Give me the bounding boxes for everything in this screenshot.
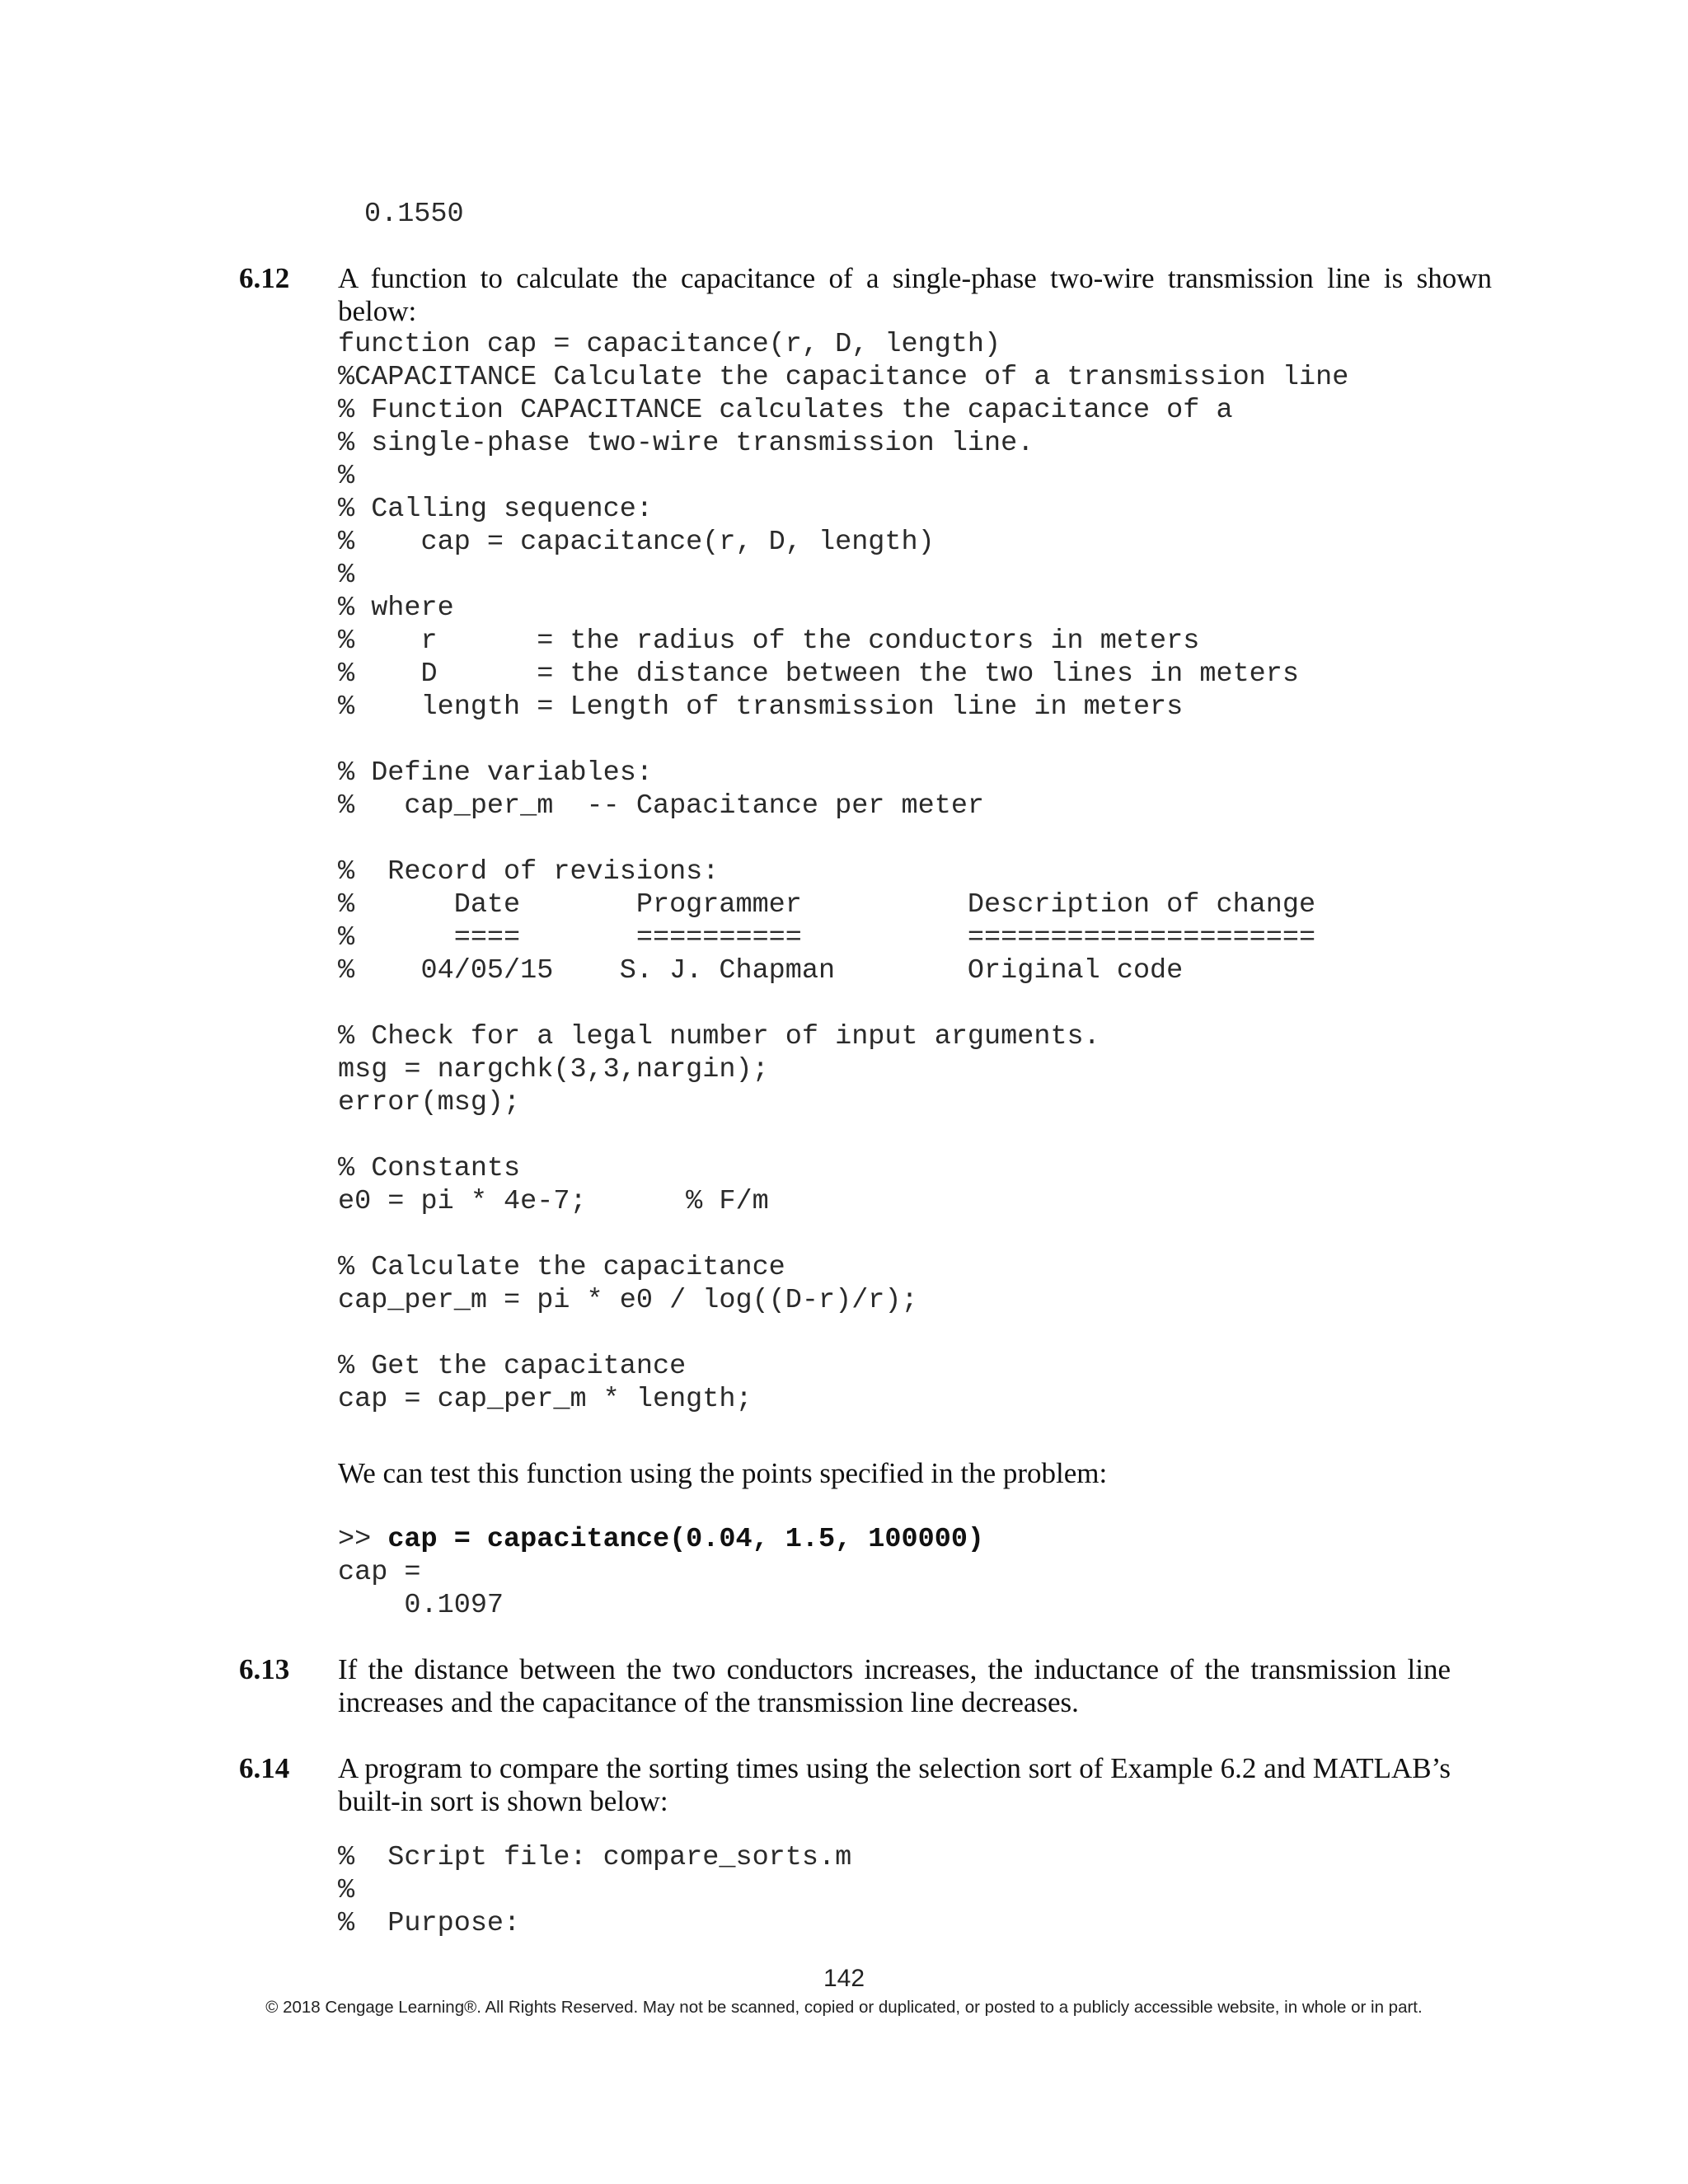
section-number-6-12: 6.12 bbox=[239, 262, 290, 294]
code-line: % single-phase two-wire transmission line. bbox=[338, 428, 1034, 459]
code-line: % Record of revisions: bbox=[338, 856, 720, 888]
code-line: % cap = capacitance(r, D, length) bbox=[338, 527, 935, 558]
top-output-value: 0.1550 bbox=[364, 199, 464, 230]
code-line: %CAPACITANCE Calculate the capacitance of a transmission line bbox=[338, 362, 1349, 393]
command-text: cap = capacitance(0.04, 1.5, 100000) bbox=[387, 1524, 985, 1555]
capacitance-function-code bbox=[338, 328, 1348, 1416]
code-line: cap = cap_per_m * length; bbox=[338, 1384, 753, 1415]
test-intro-text: We can test this function using the points specified in the problem: bbox=[338, 1457, 1108, 1489]
code-line: % Purpose: bbox=[338, 1908, 521, 1939]
code-line: e0 = pi * 4e-7; % F/m bbox=[338, 1186, 769, 1217]
code-line: % cap_per_m -- Capacitance per meter bbox=[338, 790, 985, 822]
code-line: % Get the capacitance bbox=[338, 1351, 687, 1382]
code-line: % D = the distance between the two lines in meters bbox=[338, 658, 1299, 690]
code-line: msg = nargchk(3,3,nargin); bbox=[338, 1054, 769, 1085]
code-line bbox=[338, 823, 1348, 855]
code-line: error(msg); bbox=[338, 1087, 521, 1118]
section-6-13-text: If the distance between the two conductors increases, the inductance of the transmission line increases and the capacitance of the transmission line decreases. bbox=[338, 1653, 1451, 1718]
copyright-notice: © 2018 Cengage Learning®. All Rights Reserved. May not be scanned, copied or duplicated, or posted to a publicly accessible website, in whole or in part. bbox=[265, 1998, 1423, 2017]
code-line: % Check for a legal number of input arguments. bbox=[338, 1021, 1100, 1052]
code-line: % bbox=[338, 1875, 355, 1906]
code-line: % Function CAPACITANCE calculates the capacitance of a bbox=[338, 395, 1233, 426]
code-line: % where bbox=[338, 593, 454, 624]
code-line bbox=[338, 724, 1348, 757]
code-line: function cap = capacitance(r, D, length) bbox=[338, 329, 1001, 360]
prompt-symbol: >> bbox=[338, 1524, 388, 1555]
page-number: 142 bbox=[823, 1965, 865, 1992]
section-number-6-13: 6.13 bbox=[239, 1653, 290, 1685]
code-line: % Define variables: bbox=[338, 757, 653, 789]
code-line: cap_per_m = pi * e0 / log((D-r)/r); bbox=[338, 1285, 918, 1316]
code-line: % 04/05/15 S. J. Chapman Original code bbox=[338, 955, 1184, 987]
code-line: % Script file: compare_sorts.m bbox=[338, 1842, 852, 1873]
section-6-12-intro: A function to calculate the capacitance of a single-phase two-wire transmission line is shown below: bbox=[338, 262, 1492, 327]
section-6-14-text: A program to compare the sorting times using the selection sort of Example 6.2 and MATLAB’s built-in sort is shown below: bbox=[338, 1752, 1451, 1817]
code-line bbox=[338, 1317, 1348, 1350]
code-line: % bbox=[338, 461, 355, 492]
code-line: % ==== ========== ===================== bbox=[338, 922, 1316, 954]
code-line: % r = the radius of the conductors in meters bbox=[338, 626, 1200, 657]
code-line: % Calling sequence: bbox=[338, 494, 653, 525]
output-line: 0.1097 bbox=[338, 1590, 504, 1621]
code-line: % bbox=[338, 560, 355, 591]
code-line bbox=[338, 987, 1348, 1020]
code-line: % length = Length of transmission line in meters bbox=[338, 691, 1184, 723]
section-number-6-14: 6.14 bbox=[239, 1752, 290, 1784]
code-line bbox=[338, 1218, 1348, 1251]
command-line bbox=[338, 1523, 984, 1556]
code-line bbox=[338, 1119, 1348, 1152]
output-line: cap = bbox=[338, 1557, 421, 1588]
code-line: % Constants bbox=[338, 1153, 521, 1184]
test-session-code bbox=[338, 1523, 984, 1622]
code-line: % Calculate the capacitance bbox=[338, 1252, 785, 1283]
code-line: % Date Programmer Description of change bbox=[338, 889, 1316, 921]
compare-sorts-code bbox=[338, 1841, 851, 1940]
